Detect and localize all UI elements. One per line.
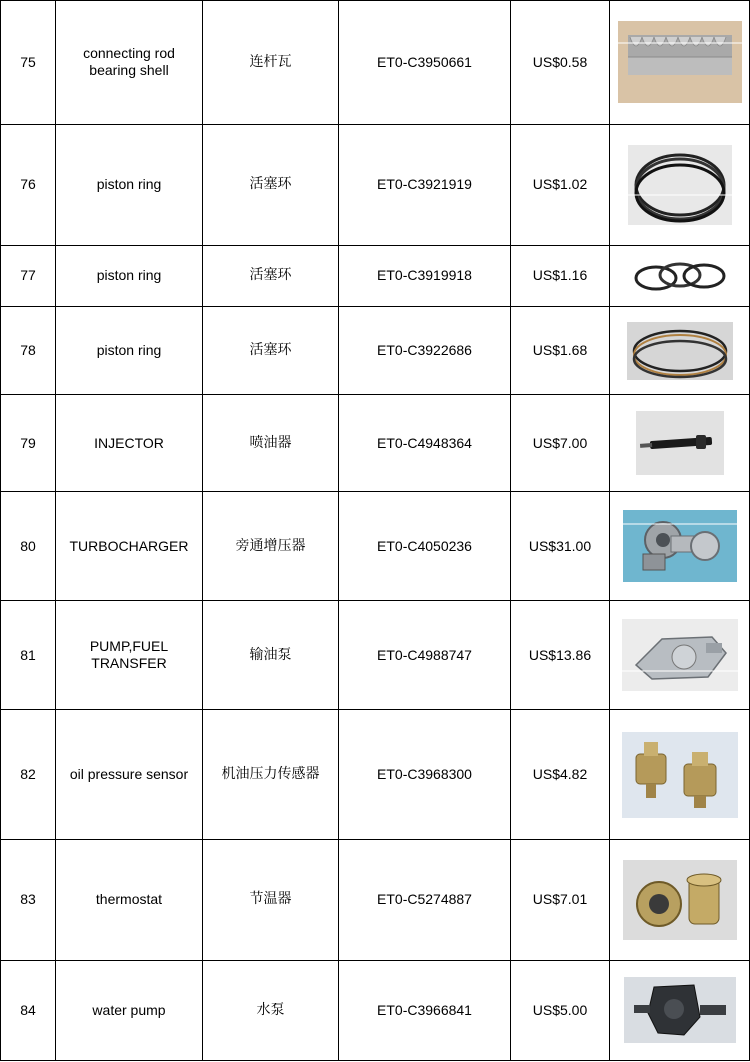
part-code: ET0-C4050236	[339, 492, 511, 601]
piston-ring-photo	[630, 256, 730, 296]
piston-ring-photo	[628, 145, 732, 225]
item-number: 83	[1, 839, 56, 960]
table-row	[1, 307, 750, 395]
table-row	[1, 395, 750, 492]
table-row	[1, 839, 750, 960]
part-price: US$1.16	[511, 245, 610, 306]
part-code: ET0-C3922686	[339, 307, 511, 395]
part-image-cell	[610, 492, 750, 601]
part-name: INJECTOR	[56, 395, 203, 492]
part-price: US$4.82	[511, 710, 610, 840]
item-number: 75	[1, 1, 56, 125]
part-name: piston ring	[56, 124, 203, 245]
item-number: 80	[1, 492, 56, 601]
item-number: 84	[1, 960, 56, 1060]
part-name-chinese: 旁通增压器	[203, 492, 339, 601]
item-number: 82	[1, 710, 56, 840]
part-price: US$7.01	[511, 839, 610, 960]
part-name-chinese: 输油泵	[203, 601, 339, 710]
part-name-chinese: 水泵	[203, 960, 339, 1060]
table-row	[1, 245, 750, 306]
table-row	[1, 1, 750, 125]
piston-ring-photo	[627, 322, 733, 380]
part-name: TURBOCHARGER	[56, 492, 203, 601]
part-code: ET0-C3966841	[339, 960, 511, 1060]
part-code: ET0-C3968300	[339, 710, 511, 840]
part-price: US$13.86	[511, 601, 610, 710]
part-price: US$7.00	[511, 395, 610, 492]
part-code: ET0-C3919918	[339, 245, 511, 306]
part-image-cell	[610, 1, 750, 125]
part-image-cell	[610, 839, 750, 960]
part-code: ET0-C3921919	[339, 124, 511, 245]
table-row	[1, 710, 750, 840]
part-name: connecting rod bearing shell	[56, 1, 203, 125]
part-image-cell	[610, 395, 750, 492]
part-price: US$0.58	[511, 1, 610, 125]
part-image-cell	[610, 601, 750, 710]
part-image-cell	[610, 307, 750, 395]
item-number: 79	[1, 395, 56, 492]
part-price: US$5.00	[511, 960, 610, 1060]
part-image-cell	[610, 960, 750, 1060]
part-code: ET0-C5274887	[339, 839, 511, 960]
part-image-cell	[610, 245, 750, 306]
part-name-chinese: 机油压力传感器	[203, 710, 339, 840]
item-number: 77	[1, 245, 56, 306]
part-code: ET0-C4988747	[339, 601, 511, 710]
item-number: 81	[1, 601, 56, 710]
part-name: piston ring	[56, 307, 203, 395]
pressure-sensor-photo	[622, 732, 738, 818]
part-code: ET0-C4948364	[339, 395, 511, 492]
part-name-chinese: 节温器	[203, 839, 339, 960]
part-image-cell	[610, 710, 750, 840]
injector-photo	[636, 411, 724, 475]
part-name: oil pressure sensor	[56, 710, 203, 840]
thermostat-photo	[623, 860, 737, 940]
table-row	[1, 601, 750, 710]
part-price: US$1.02	[511, 124, 610, 245]
part-code: ET0-C3950661	[339, 1, 511, 125]
table-row	[1, 124, 750, 245]
part-name-chinese: 连杆瓦	[203, 1, 339, 125]
part-name: water pump	[56, 960, 203, 1060]
part-name-chinese: 活塞环	[203, 245, 339, 306]
water-pump-photo	[624, 977, 736, 1043]
fuel-pump-photo	[622, 619, 738, 691]
part-name: thermostat	[56, 839, 203, 960]
turbocharger-photo	[623, 510, 737, 582]
table-row	[1, 960, 750, 1060]
part-price: US$1.68	[511, 307, 610, 395]
part-name-chinese: 活塞环	[203, 124, 339, 245]
part-image-cell	[610, 124, 750, 245]
part-price: US$31.00	[511, 492, 610, 601]
part-name-chinese: 活塞环	[203, 307, 339, 395]
table-row	[1, 492, 750, 601]
item-number: 78	[1, 307, 56, 395]
part-name: PUMP,FUEL TRANSFER	[56, 601, 203, 710]
part-name-chinese: 喷油器	[203, 395, 339, 492]
bearing-shell-photo	[618, 21, 742, 103]
item-number: 76	[1, 124, 56, 245]
part-name: piston ring	[56, 245, 203, 306]
